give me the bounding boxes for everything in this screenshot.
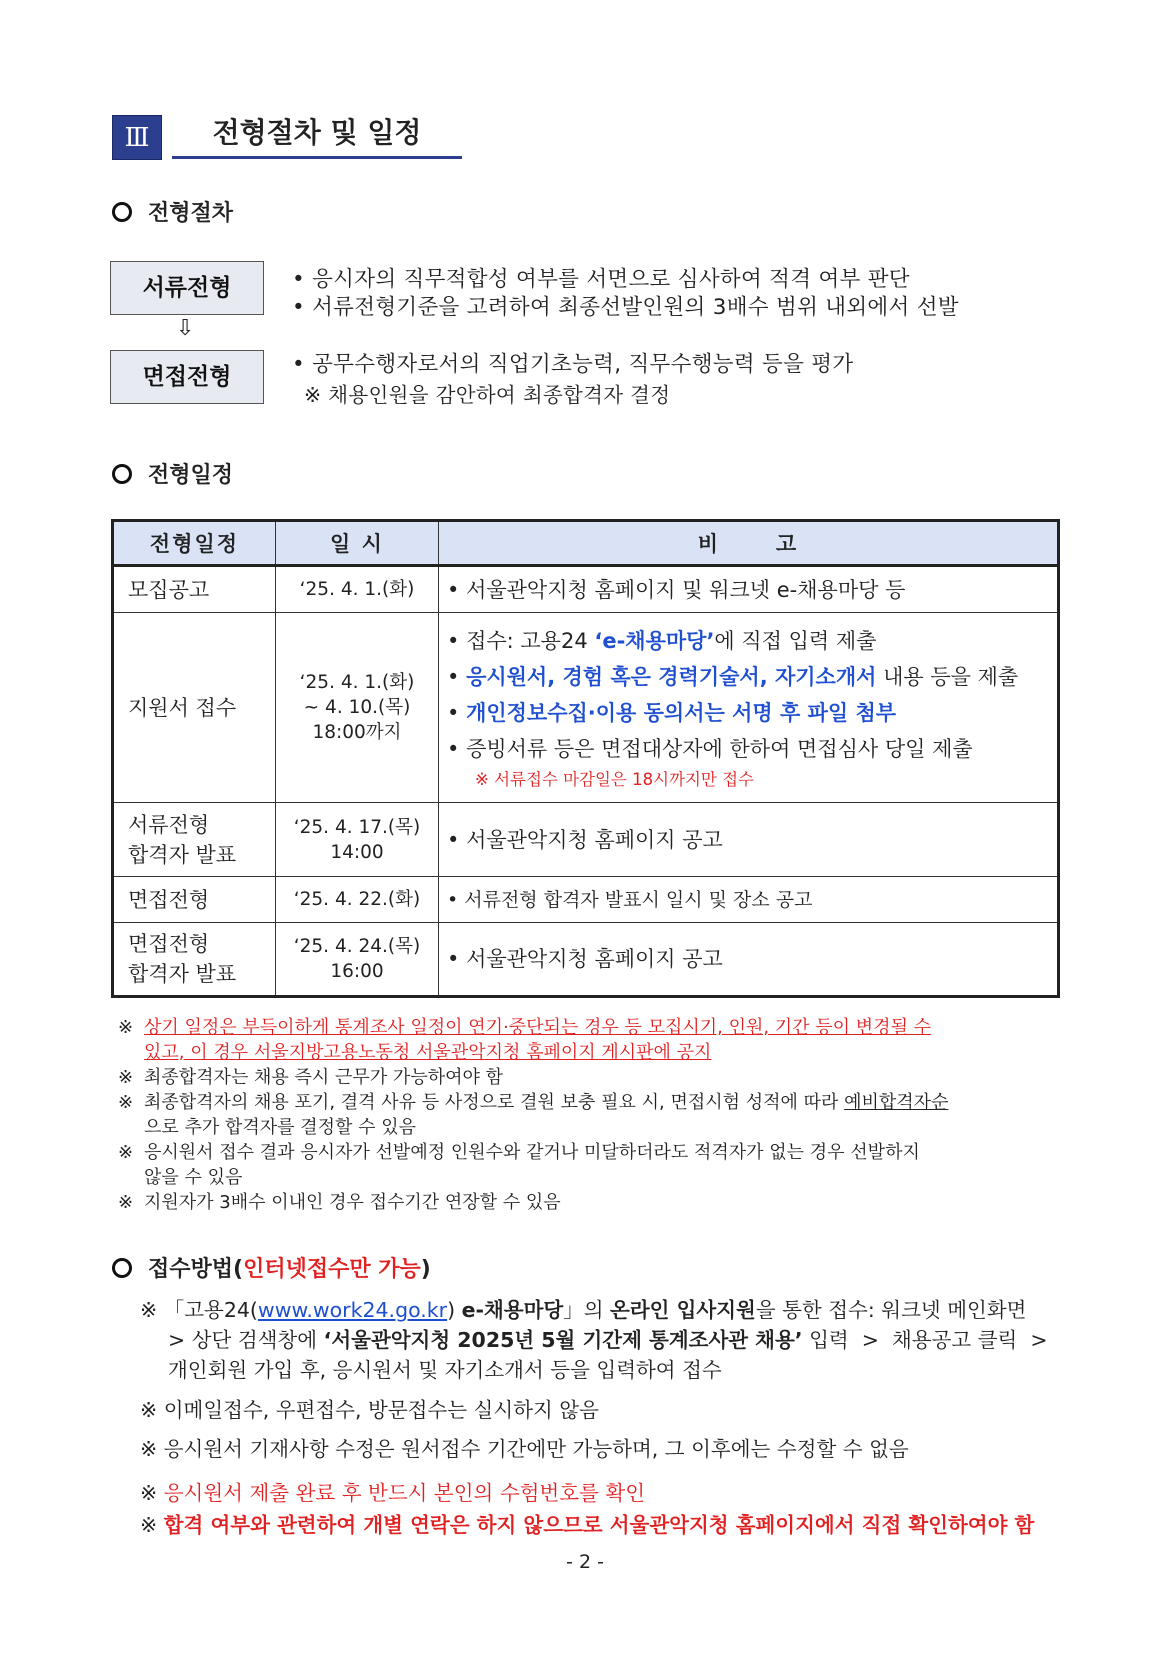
document-stage-line-2: • 서류전형기준을 고려하여 최종선발인원의 3배수 범위 내외에서 선발 (292, 295, 959, 320)
method-text: 을 통한 접수: 워크넷 메인화면 (755, 1298, 1027, 1322)
method-heading-highlight: 인터넷접수만 가능 (243, 1257, 421, 1282)
note-highlight: 응시원서, 경험 혹은 경력기술서, 자기소개서 (466, 664, 877, 689)
notes-cell (439, 566, 1059, 613)
method-text: 이메일접수, 우편접수, 방문접수는 실시하지 않음 (163, 1398, 599, 1422)
date-line: 18:00까지 (312, 722, 402, 743)
note-mark: ※ (118, 1192, 134, 1213)
note-extension (118, 1190, 948, 1215)
interview-stage-line-1: • 공무수행자로서의 직업기초능력, 직무수행능력 등을 평가 (292, 352, 854, 377)
note-schedule-change (118, 1015, 948, 1040)
note-item (447, 623, 1057, 659)
note-mark: ※ (140, 1398, 158, 1422)
procedure-heading (112, 196, 233, 227)
date-line: 16:00 (330, 961, 384, 982)
table-row (113, 566, 1059, 613)
method-text: > 상단 검색창에 (168, 1328, 324, 1352)
stage-cell (113, 923, 276, 997)
interview-stage-line-2: ※ 채용인원을 감안하여 최종합격자 결정 (304, 383, 671, 407)
stage-cell: 면접전형 (113, 877, 276, 923)
note-text-underlined: 예비합격자순 (844, 1092, 949, 1113)
table-row (113, 923, 1059, 997)
stage-cell: 모집공고 (113, 566, 276, 613)
date-cell: ‘25. 4. 22.(화) (276, 877, 439, 923)
work24-link[interactable]: www.work24.go.kr (257, 1298, 448, 1322)
note-item (447, 659, 1057, 695)
table-row (113, 613, 1059, 803)
method-text: 」의 (563, 1298, 611, 1322)
method-online-line-3: 개인회원 가입 후, 응시원서 및 자기소개서 등을 입력하여 접수 (168, 1358, 722, 1382)
note-text: 으로 추가 합격자를 결정할 수 있음 (144, 1117, 417, 1138)
schedule-table (111, 519, 1060, 998)
document-stage-line-1: • 응시자의 직무적합성 여부를 서면으로 심사하여 적격 여부 판단 (292, 267, 910, 292)
note-item (447, 695, 1057, 731)
note-text: 내용 등을 제출 (876, 664, 1019, 689)
note-highlight: ‘e-채용마당’ (594, 628, 715, 653)
method-text: 응시원서 기재사항 수정은 원서접수 기간에만 가능하며, 그 이후에는 수정할 수 없음 (163, 1437, 909, 1461)
stage-line: 합격자 발표 (128, 842, 237, 867)
note-item: • 서울관악지청 홈페이지 공고 (447, 941, 1057, 977)
column-header-date: 일 시 (276, 521, 439, 566)
method-text: 합격 여부와 관련하여 개별 연락은 하지 않으므로 서울관악지청 홈페이지에서 직접 확인하여야 함 (163, 1513, 1035, 1537)
method-bold: e-채용마당 (461, 1298, 564, 1322)
method-edit-period (140, 1434, 1048, 1464)
method-online-line-1 (140, 1295, 1048, 1325)
note-schedule-change-cont (118, 1040, 948, 1065)
note-mark: ※ (118, 1017, 134, 1038)
notes-cell (439, 803, 1059, 877)
note-start-immediately (118, 1065, 948, 1090)
method-text: 입력 > 채용공고 클릭 > (802, 1328, 1048, 1352)
date-cell (276, 803, 439, 877)
note-reserve-candidates (118, 1090, 948, 1115)
stage-cell: 지원서 접수 (113, 613, 276, 803)
note-mark: ※ (140, 1513, 158, 1537)
note-mark: ※ (140, 1298, 158, 1322)
down-arrow-icon: ⇩ (176, 316, 195, 341)
stage-box-document: 서류전형 (110, 261, 264, 315)
method-notes (140, 1295, 1048, 1540)
column-header-notes: 비 고 (439, 521, 1059, 566)
circle-bullet-icon (112, 202, 132, 222)
note-no-selection (118, 1140, 948, 1165)
method-bold: 온라인 입사지원 (610, 1298, 756, 1322)
note-reserve-candidates-cont (118, 1115, 948, 1140)
notes-cell (439, 877, 1059, 923)
page-number: - 2 - (566, 1551, 604, 1573)
column-header-stage: 전형일정 (113, 521, 276, 566)
schedule-heading (112, 458, 233, 489)
note-mark: ※ (140, 1437, 158, 1461)
circle-bullet-icon (112, 1258, 132, 1278)
note-text: 에 직접 입력 제출 (714, 628, 877, 653)
stage-line: 서류전형 (128, 812, 210, 837)
note-item: • 서류전형 합격자 발표시 일시 및 장소 공고 (447, 882, 1057, 918)
stage-cell (113, 803, 276, 877)
notes-cell (439, 613, 1059, 803)
method-heading-text: ) (420, 1257, 431, 1282)
schedule-heading-text: 전형일정 (148, 463, 234, 488)
date-cell: ‘25. 4. 1.(화) (276, 566, 439, 613)
table-row (113, 877, 1059, 923)
method-no-offline (140, 1395, 1048, 1425)
deadline-note: ※ 서류접수 마감일은 18시까지만 접수 (475, 769, 754, 789)
note-mark: ※ (118, 1067, 134, 1088)
note-mark: ※ (118, 1092, 134, 1113)
procedure-heading-text: 전형절차 (148, 201, 234, 226)
method-text: 응시원서 제출 완료 후 반드시 본인의 수험번호를 확인 (163, 1481, 645, 1505)
method-heading (112, 1252, 431, 1283)
method-text: ) (447, 1298, 462, 1322)
stage-line: 면접전형 (128, 932, 210, 956)
note-text: 있고, 이 경우 서울지방고용노동청 서울관악지청 홈페이지 게시판에 공지 (144, 1042, 712, 1063)
note-text: 최종합격자는 채용 즉시 근무가 가능하여야 함 (144, 1067, 503, 1088)
note-no-selection-cont (118, 1165, 948, 1190)
method-check-website (140, 1510, 1048, 1540)
table-header-row (113, 521, 1059, 566)
schedule-notes (118, 1015, 948, 1215)
note-item: • 서울관악지청 홈페이지 공고 (447, 822, 1057, 858)
note-highlight: 개인정보수집·이용 동의서는 서명 후 파일 첨부 (466, 700, 897, 725)
date-line: ~ 4. 10.(목) (303, 697, 411, 718)
section-number: Ⅲ (112, 115, 162, 160)
note-item: • 서울관악지청 홈페이지 및 워크넷 e-채용마당 등 (447, 572, 1057, 608)
date-line: 14:00 (330, 841, 384, 863)
method-check-number (140, 1478, 1048, 1508)
note-text: 상기 일정은 부득이하게 통계조사 일정이 연기·중단되는 경우 등 모집시기, 인원, 기간 등이 변경될 수 (144, 1017, 932, 1038)
stage-box-interview: 면접전형 (110, 350, 264, 404)
table-row (113, 803, 1059, 877)
note-text: 최종합격자의 채용 포기, 결격 사유 등 사정으로 결원 보충 필요 시, 면접시험 성적에 따라 (144, 1092, 845, 1113)
date-line: ‘25. 4. 24.(목) (293, 936, 421, 957)
note-mark: ※ (118, 1142, 134, 1163)
notes-cell (439, 923, 1059, 997)
stage-line: 합격자 발표 (128, 962, 237, 986)
circle-bullet-icon (112, 464, 132, 484)
method-online-line-2 (140, 1325, 1048, 1355)
note-text: 접수: 고용24 (466, 628, 595, 653)
note-item: • 증빙서류 등은 면접대상자에 한하여 면접심사 당일 제출 (447, 731, 1057, 767)
date-cell (276, 923, 439, 997)
note-text: 지원자가 3배수 이내인 경우 접수기간 연장할 수 있음 (144, 1192, 561, 1213)
section-title: 전형절차 및 일정 (212, 116, 422, 149)
method-heading-text: 접수방법( (148, 1257, 244, 1282)
date-cell (276, 613, 439, 803)
note-text: 않을 수 있음 (144, 1167, 243, 1188)
method-bold: ‘서울관악지청 2025년 5월 기간제 통계조사관 채용’ (323, 1328, 803, 1352)
note-mark: ※ (140, 1481, 158, 1505)
date-line: ‘25. 4. 17.(목) (293, 816, 421, 838)
date-line: ‘25. 4. 1.(화) (299, 672, 415, 693)
section-title-underline (172, 156, 462, 159)
method-text: 「고용24( (163, 1298, 258, 1322)
note-text: 응시원서 접수 결과 응시자가 선발예정 인원수와 같거나 미달하더라도 적격자가 없는 경우 선발하지 (144, 1142, 920, 1163)
